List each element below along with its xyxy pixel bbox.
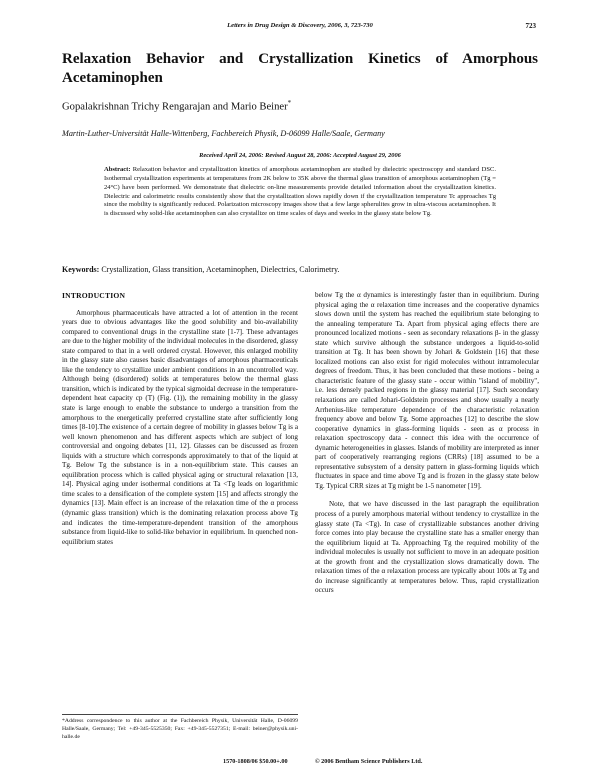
page-number: 723 bbox=[525, 22, 536, 30]
abstract bbox=[104, 166, 496, 219]
intro-paragraph-1: Amorphous pharmaceuticals have attracted a lot of attention in the recent years due to obvious advantages like the good solubility and bio-availability compared to conventional drugs in the crystalline state [1-7]. These advantages are due to the higher mobility of the individual molecules in the disordered, glassy state compared to that in a well ordered crystal. However, this enlarged mobility in the glassy state also causes basic disadvantages of amorphous pharmaceuticals like the tendency to crystallize under ambient conditions in an uncontrolled way. Although being (disordered) solids at temperatures below the thermal glass transition, which is indicated by the typical sigmoidal decrease in the temperature-dependent heat capacity cp (T) (Fig. (1)), the remaining mobility in the glassy state is large enough to enable the substance to undergo a transition from the amorphous to the energetically preferred crystalline state after sufficiently long times [8-10].The existence of a certain degree of mobility in glasses below Tg is a well known phenomenon and has different aspects which are subject of long controversial and ongoing debates [11, 12]. Glasses can be discussed as frozen liquids with a structure which corresponds approximately to that of the liquid at Tg. Below Tg the substance is in a non-equilibrium state. This causes an equilibration process which is called physical aging or structural relaxation [13, 14]. Physical aging under isothermal conditions at Ta <Tg leads on logarithmic time scales to a densification of the complete system [15] and affects strongly the dynamics [13]. Main effect is an increase of the relaxation time of the α process (dynamic glass transition) which is the dominating relaxation process above Tg and indicates the time-temperature-dependent transition of the amorphous substance from liquid-like to solid-like behavior in equilibrium. In quenched non-equilibrium states bbox=[62, 308, 298, 546]
journal-header: Letters in Drug Design & Discovery, 2006, 3, 723-730 bbox=[227, 22, 373, 29]
authors-text: Gopalakrishnan Trichy Rengarajan and Mario Beiner bbox=[62, 101, 288, 113]
author-list bbox=[62, 99, 291, 113]
article-title bbox=[62, 50, 538, 88]
affiliation: Martin-Luther-Universität Halle-Wittenberg, Fachbereich Physik, D-06099 Halle/Saale, Germany bbox=[62, 129, 385, 138]
keywords-label: Keywords: bbox=[62, 265, 100, 274]
right-column bbox=[315, 291, 539, 596]
footnote-divider bbox=[62, 714, 298, 715]
keywords bbox=[62, 265, 538, 274]
intro-paragraph-2: Note, that we have discussed in the last paragraph the equilibration process of a purely amorphous material without tendency to crystallize in the glassy state (Ta <Tg). In case of crystallizable substances another driving force comes into play because the crystalline state has a smaller energy than the equilibrium liquid at Ta. Approaching Tg the required mobility of the individual molecules is usually not sufficient to move in an adequate position at the growth front and the crystallization slows dramatically down. The relaxation times of the α relaxation process are typically about 100s at Tg and do increase significantly at temperatures below. Thus, rapid crystallization occurs bbox=[315, 500, 539, 595]
abstract-label: Abstract: bbox=[104, 166, 131, 173]
corresponding-author-mark: * bbox=[287, 99, 292, 107]
title-line-2: Acetaminophen bbox=[62, 70, 163, 86]
left-column bbox=[62, 291, 298, 547]
intro-paragraph-1-continued: below Tg the α dynamics is interestingly faster than in equilibrium. During physical aging the α relaxation time increases and the cooperative dynamics slows down until the system has reached the equilibrium state belonging to the annealing temperature Ta. Apart from physical aging effects there are pronounced localized motions - seen as secondary relaxations β- in the glassy state which survive although the substance undergoes a liquid-to-solid transition at Tg. It has been shown by Johari & Goldstein [16] that these localized motions can also exist for rigid molecules without intramolecular degrees of freedom. Thus, it has been concluded that these motions - being a characteristic feature of the glassy state - occur within "island of mobility", i.e. less densely packed regions in the glassy material [17]. Such secondary relaxations are called Johari-Goldstein processes and show usually a nearly Arrhenius-like temperature dependence of the characteristic relaxation frequency above and below Tg. Some approaches [12] to describe the slow cooperative dynamics in glass-forming liquids - seen as α process in relaxation spectroscopy data - connect this idea with the occurrence of dynamic heterogeneities in glasses. Islands of mobility are interpreted as inner part of cooperatively rearranging regions (CRRs) [18] assumed to be a representative subsystem of a density pattern in glass-forming liquids which fluctuates in space and time above Tg and is frozen in the glassy state below Tg. Typical CRR sizes at Tg might be 1-5 nanometer [19]. bbox=[315, 291, 539, 490]
abstract-text: Relaxation behavior and crystallization kinetics of amorphous acetaminophen are studied by dielectric spectroscopy and standard DSC. Isothermal crystallization experiments at temperatures from 2K below to 35K above the thermal glass transition of amorphous acetaminophen (Tg = 24°C) have been performed. We demonstrate that dielectric on-line measurements provide detailed information about the crystallization kinetics. Dielectric and calorimetric results consistently show that the crystallization slows rapidly down if the crystallization temperature Tc approaches Tg since the mobility is significantly reduced. Polarization microscopy images show that a few large spherulites grow in ultra-viscous acetaminophen. It is discussed why solid-like acetaminophen can also crystallize on time scales of days and weeks in the glassy state below Tg. bbox=[104, 166, 496, 218]
title-line-1: Relaxation Behavior and Crystallization Kinetics of Amorphous bbox=[62, 51, 538, 67]
issn-price: 1570-1808/06 $50.00+.00 bbox=[223, 758, 288, 765]
copyright-notice: © 2006 Bentham Science Publishers Ltd. bbox=[315, 758, 423, 765]
section-heading-introduction: INTRODUCTION bbox=[62, 291, 126, 300]
keywords-text: Crystallization, Glass transition, Acetaminophen, Dielectrics, Calorimetry. bbox=[101, 265, 340, 274]
received-dates: Received April 24, 2006: Revised August 28, 2006: Accepted August 29, 2006 bbox=[199, 152, 401, 159]
correspondence-footnote: *Address correspondence to this author at the Fachbereich Physik, Universität Halle, D-06099 Halle/Saale, Germany; Tel: +49-345-5525350; Fax: +49-345-5527351; E-mail: beiner@physik.uni-halle.de bbox=[62, 718, 298, 740]
